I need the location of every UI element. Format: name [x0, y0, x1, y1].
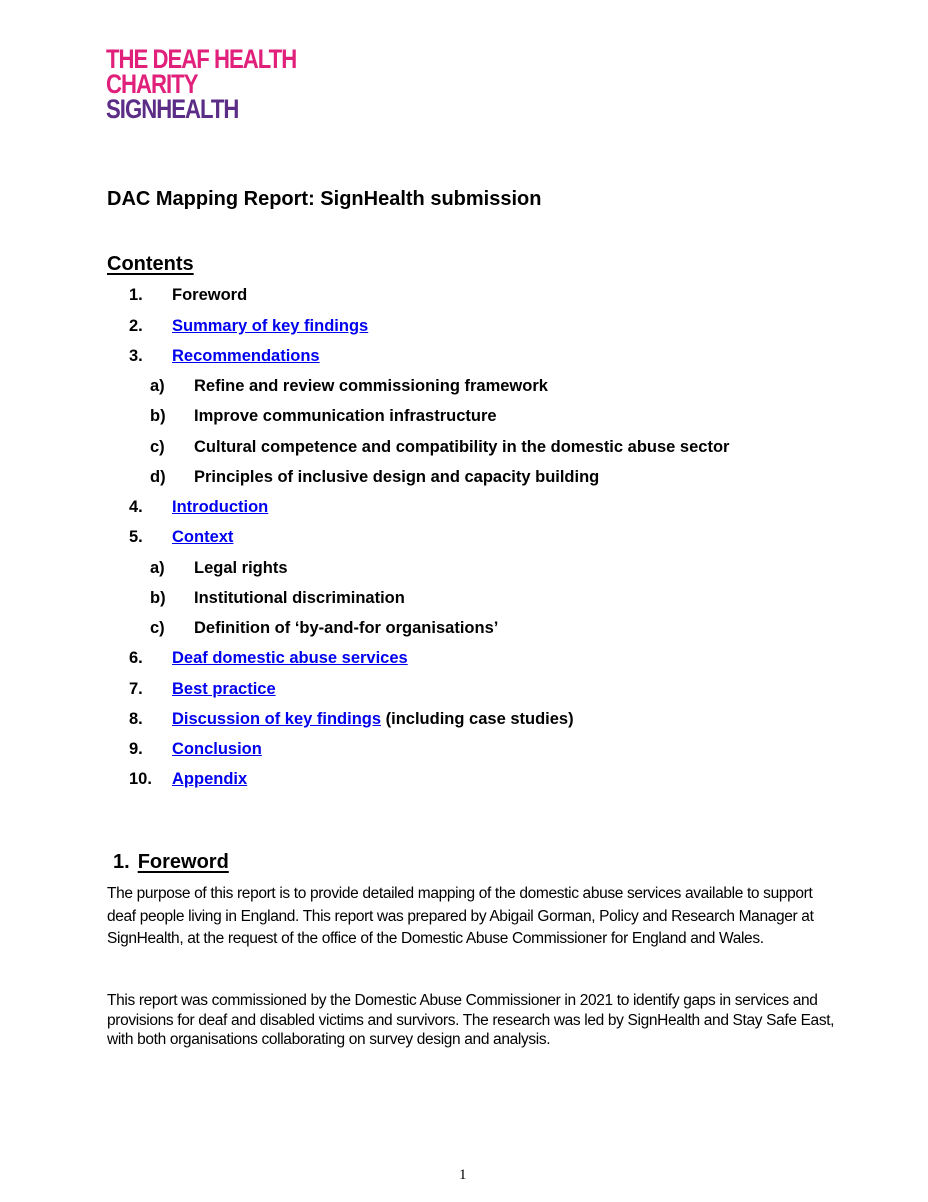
logo-line-1: THE DEAF HEALTH	[106, 44, 297, 74]
toc-link[interactable]: Context	[172, 528, 234, 546]
toc-item-text	[194, 559, 288, 578]
toc-item-text	[172, 710, 574, 729]
signhealth-logo	[106, 44, 297, 124]
toc-label: Legal rights	[194, 559, 288, 577]
toc-link[interactable]: Best practice	[172, 680, 276, 698]
toc-item-number: d)	[150, 468, 166, 486]
foreword-heading	[113, 851, 229, 874]
toc-link[interactable]: Conclusion	[172, 740, 262, 758]
toc-label: Improve communication infrastructure	[194, 407, 497, 425]
toc-link[interactable]: Deaf domestic abuse services	[172, 649, 408, 667]
toc-item-number: 8.	[129, 710, 143, 728]
toc-item-number: a)	[150, 559, 165, 577]
toc-link[interactable]: Recommendations	[172, 347, 320, 365]
toc-item-text	[172, 317, 368, 336]
toc-item-number: 9.	[129, 740, 143, 758]
toc-item-number: c)	[150, 438, 165, 456]
logo-line-2: CHARITY	[106, 69, 198, 99]
toc-item-text	[172, 649, 408, 668]
toc-item-text	[194, 407, 497, 426]
toc-item-text	[172, 498, 268, 517]
contents-heading: Contents	[107, 253, 194, 275]
toc-item-number: 2.	[129, 317, 143, 335]
toc-item-number: 1.	[129, 286, 143, 304]
toc-item-number: c)	[150, 619, 165, 637]
toc-label: Institutional discrimination	[194, 589, 405, 607]
page-number: 1	[459, 1167, 467, 1183]
foreword-heading-title: Foreword	[137, 851, 229, 873]
toc-item-text	[172, 347, 320, 366]
toc-item-text	[194, 438, 729, 457]
toc-item-number: a)	[150, 377, 165, 395]
foreword-heading-number: 1.	[113, 851, 130, 873]
toc-item-text	[194, 468, 599, 487]
toc-item-text	[172, 680, 276, 699]
toc-link[interactable]: Introduction	[172, 498, 269, 516]
logo-line-3: SIGNHEALTH	[106, 94, 239, 124]
toc-link[interactable]: Summary of key findings	[172, 317, 369, 335]
toc-item-number: 3.	[129, 347, 143, 365]
toc-label: Foreword	[172, 286, 248, 304]
toc-link[interactable]: Appendix	[172, 770, 248, 788]
toc-item-number: 7.	[129, 680, 143, 698]
toc-item-text	[194, 619, 498, 638]
toc-item-text	[172, 770, 247, 789]
toc-item-number: 4.	[129, 498, 143, 516]
toc-item-text	[172, 528, 233, 547]
toc-label-suffix: (including case studies)	[381, 710, 574, 728]
toc-item-text	[172, 740, 262, 759]
toc-item-text	[194, 589, 405, 608]
toc-label: Definition of ‘by-and-for organisations’	[194, 619, 499, 637]
toc-label: Principles of inclusive design and capacity building	[194, 468, 600, 486]
toc-link[interactable]: Discussion of key findings	[172, 710, 382, 728]
foreword-paragraph-1: The purpose of this report is to provide detailed mapping of the domestic abuse services available to support deaf people living in England. This report was prepared by Abigail Gorman, Policy and Research Manager at SignHealth, at the request of the office of the Domestic Abuse Commissioner for England and Wales.	[107, 885, 814, 947]
toc-item-number: b)	[150, 407, 166, 425]
toc-item-text	[172, 286, 247, 305]
foreword-paragraph-2: This report was commissioned by the Domestic Abuse Commissioner in 2021 to identify gaps in services and provisions for deaf and disabled victims and survivors. The research was led by SignHealth and Stay Safe East, with both organisations collaborating on survey design and analysis.	[107, 992, 835, 1048]
toc-item-number: 6.	[129, 649, 143, 667]
document-title: DAC Mapping Report: SignHealth submission	[107, 188, 542, 210]
toc-item-number: 10.	[129, 770, 152, 788]
toc-item-text	[194, 377, 548, 396]
toc-item-number: b)	[150, 589, 166, 607]
toc-item-number: 5.	[129, 528, 143, 546]
toc-label: Refine and review commissioning framework	[194, 377, 548, 395]
toc-label: Cultural competence and compatibility in the domestic abuse sector	[194, 438, 730, 456]
